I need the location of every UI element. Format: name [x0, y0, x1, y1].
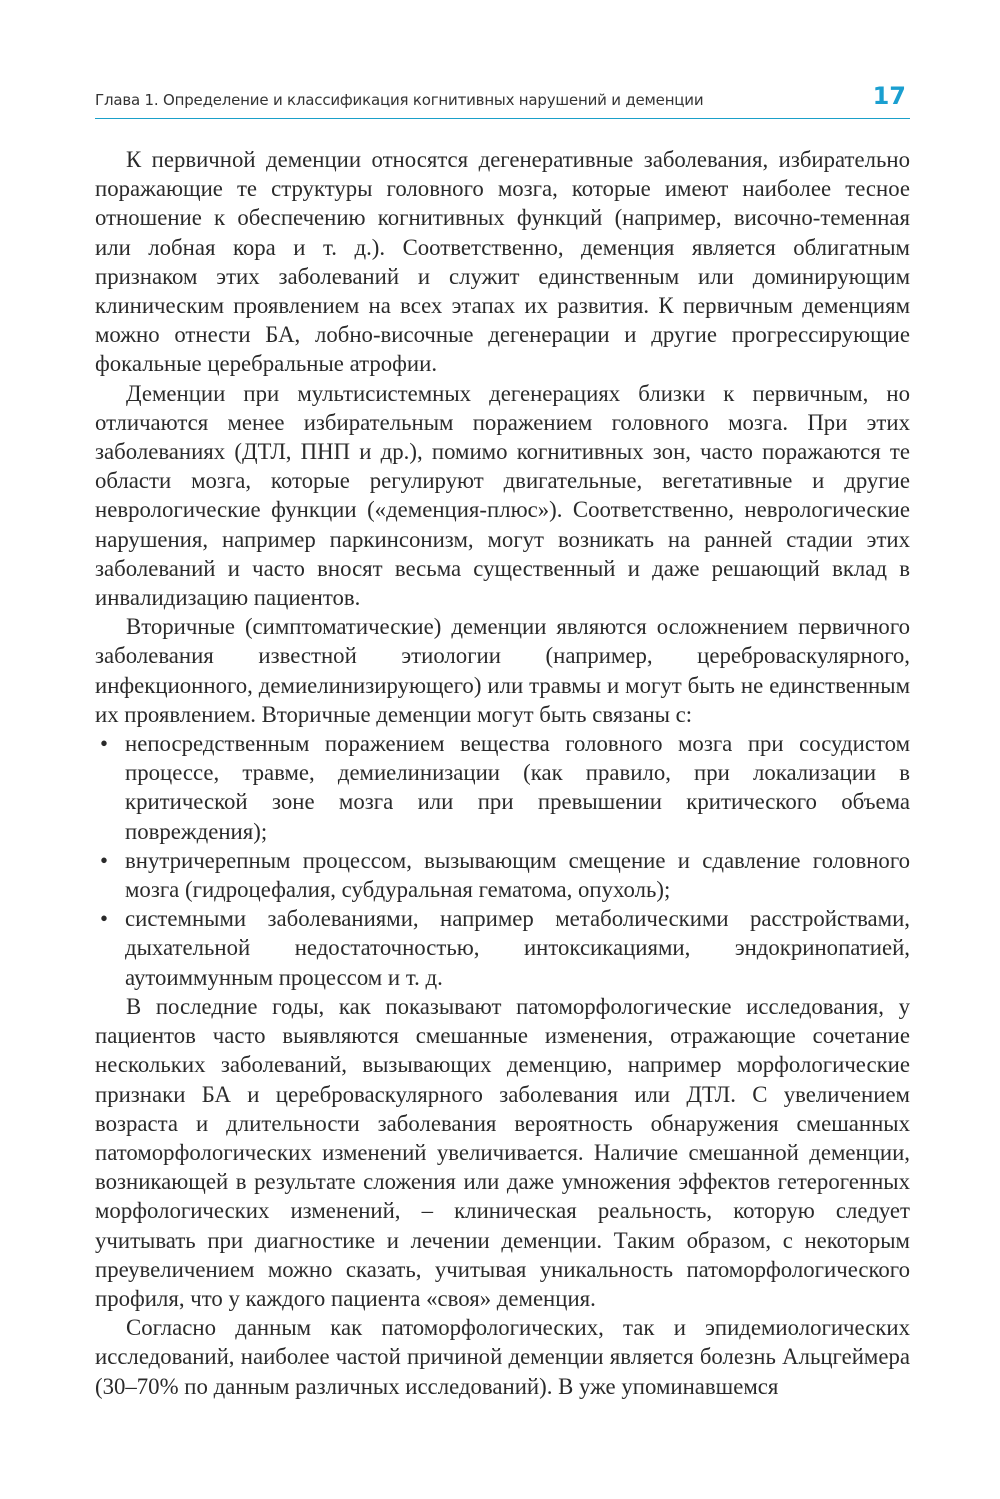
paragraph-mixed-dementia: В последние годы, как показывают патоморфологические исследования, у пациентов часто выявляются смешанные изменения, отражающие сочетание нескольких заболеваний, вызывающих деменцию, например морфологические признаки БА и цереброваскулярного заболевания или ДТЛ. С увеличением возраста и длительности заболевания вероятность обнаружения смешанных патоморфологических изменений увеличивается. Наличие смешанной деменции, возникающей в результате сложения или даже умножения эффектов гетерогенных морфологических изменений, – клиническая реальность, которую следует учитывать при диагностике и лечении деменции. Таким образом, с некоторым преувеличением можно сказать, учитывая уникальность патоморфологического профиля, что у каждого пациента «своя» деменция.: [95, 993, 910, 1311]
bullet-icon: •: [100, 847, 108, 873]
bullet-icon: •: [100, 731, 108, 757]
list-item: [95, 729, 910, 846]
bullet-icon: •: [100, 906, 108, 932]
cause-list: [95, 729, 910, 992]
list-item-text: системными заболеваниями, например метаболическими расстройствами, дыхательной недостаточностью, интоксикациями, эндокринопатией, аутоиммунным процессом и т. д.: [125, 906, 910, 990]
list-item: [95, 904, 910, 992]
paragraph-multisystem-degeneration: Деменции при мультисистемных дегенерациях близки к первичным, но отличаются менее избирательным поражением головного мозга. При этих заболеваниях (ДТЛ, ПНП и др.), помимо когнитивных зон, часто поражаются те области мозга, которые регулируют двигательные, вегетативные и другие неврологические функции («деменция-плюс»). Соответственно, неврологические нарушения, например паркинсонизм, могут возникать на ранней стадии этих заболеваний и часто вносят весьма существенный и даже решающий вклад в инвалидизацию пациентов.: [95, 380, 910, 611]
list-item-text: непосредственным поражением вещества головного мозга при сосудистом процессе, травме, демиелинизации (как правило, при локализации в критической зоне мозга или при превышении критического объема повреждения);: [125, 731, 910, 844]
list-item-text: внутричерепным процессом, вызывающим смещение и сдавление головного мозга (гидроцефалия, субдуральная гематома, опухоль);: [125, 847, 910, 903]
paragraph-secondary-dementia: Вторичные (симптоматические) деменции являются осложнением первичного заболевания известной этиологии (например, цереброваскулярного, инфекционного, демиелинизирующего) или травмы и могут быть не единственным их проявлением. Вторичные деменции могут быть связаны с:: [95, 614, 910, 727]
paragraph-alzheimer-prevalence: Согласно данным как патоморфологических, так и эпидемиологических исследований, наиболее частой причиной деменции является болезнь Альцгеймера (30–70% по данным различных исследований). В уже упоминавшемся: [95, 1315, 910, 1399]
chapter-title: Глава 1. Определение и классификация когнитивных нарушений и деменции: [95, 91, 704, 109]
body-text: [95, 145, 910, 1401]
running-header: [95, 82, 910, 119]
paragraph-primary-dementia: К первичной деменции относятся дегенеративные заболевания, избирательно поражающие те структуры головного мозга, которые имеют наиболее тесное отношение к обеспечению когнитивных функций (например, височно-теменная или лобная кора и т. д.). Соответственно, деменция является облигатным признаком этих заболеваний и служит единственным или доминирующим клиническим проявлением на всех этапах их развития. К первичным деменциям можно отнести БА, лобно-височные дегенерации и другие прогрессирующие фокальные церебральные атрофии.: [95, 147, 910, 377]
list-item: [95, 846, 910, 904]
page-number: 17: [872, 82, 906, 110]
